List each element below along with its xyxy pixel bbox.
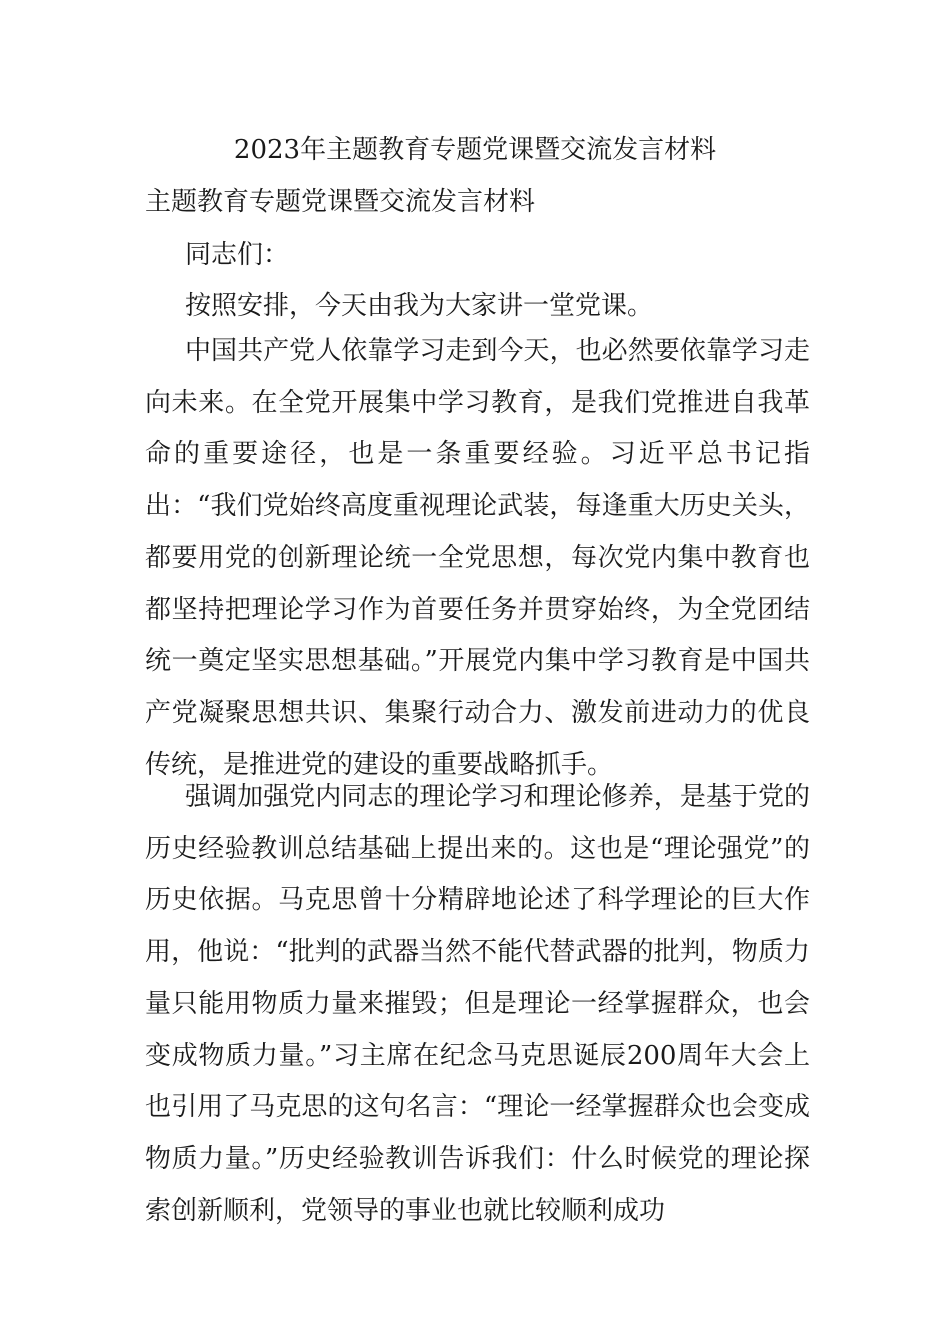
paragraph-intro: 按照安排，今天由我为大家讲一堂党课。 [185,291,654,321]
document-subtitle: 主题教育专题党课暨交流发言材料 [145,187,536,217]
paragraph-greeting: 同志们： [185,240,290,270]
paragraph-body-2: 强调加强党内同志的理论学习和理论修养，是基于党的历史经验教训总结基础上提出来的。这也是“理论强党”的历史依据。马克思曾十分精辟地论述了科学理论的巨大作用，他说：“批判的武器当然不能代替武器的批判，物质力量只能用物质力量来摧毁；但是理论一经掌握群众，也会变成物质力量。”习主席在纪念马克思诞辰200周年大会上也引用了马克思的这句名言：“理论一经掌握群众也会变成物质力量。”历史经验教训告诉我们：什么时候党的理论探索创新顺利，党领导的事业也就比较顺利成功 [145,782,810,1226]
document-title: 2023年主题教育专题党课暨交流发言材料 [233,135,717,165]
paragraph-body-1: 中国共产党人依靠学习走到今天，也必然要依靠学习走向未来。在全党开展集中学习教育，是我们党推进自我革命的重要途径，也是一条重要经验。习近平总书记指出：“我们党始终高度重视理论武装，每逢重大历史关头，都要用党的创新理论统一全党思想，每次党内集中教育也都坚持把理论学习作为首要任务并贯穿始终，为全党团结统一奠定坚实思想基础。”开展党内集中学习教育是中国共产党凝聚思想共识、集聚行动合力、激发前进动力的优良传统，是推进党的建设的重要战略抓手。 [145,336,810,780]
